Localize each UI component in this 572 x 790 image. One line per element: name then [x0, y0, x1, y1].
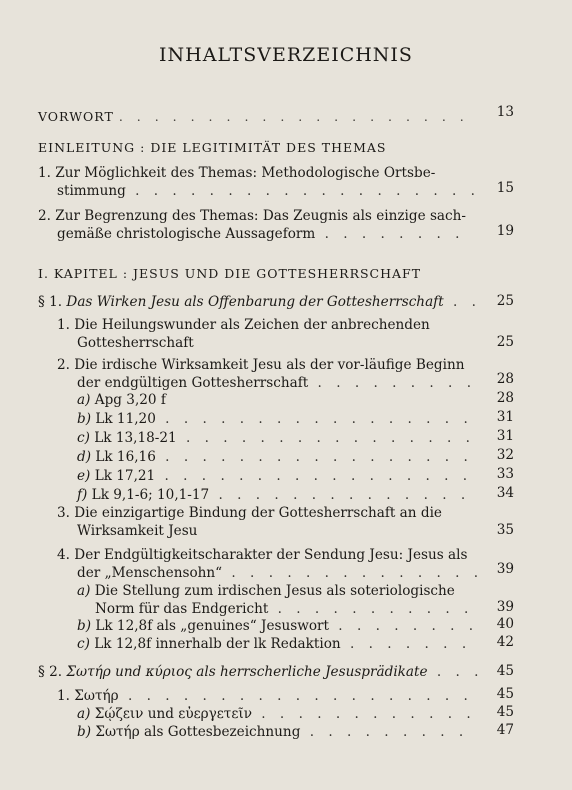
page-number: 31 — [496, 428, 514, 444]
toc-entry-1-4-cont: der „Menschensohn“ . . . . . . . . . . . . . . — [77, 565, 484, 581]
toc-subentry-b: b) Lk 11,20 . . . . . . . . . . . . . . . . . — [77, 411, 473, 427]
page-number: 40 — [496, 616, 514, 632]
page-number: 31 — [496, 409, 514, 425]
toc-subentry-d: d) Lk 16,16 . . . . . . . . . . . . . . . . . — [77, 449, 473, 465]
toc-subentry-2-1b: b) Σωτήρ als Gottesbezeichnung . . . . . . . . . — [77, 724, 469, 740]
toc-entry-1-3: 3. Die einzigartige Bindung der Gottesherrschaft an die — [57, 505, 442, 521]
page-number: 39 — [496, 599, 514, 615]
toc-entry-vorwort: VORWORT . . . . . . . . . . . . . . . . . . . . — [38, 109, 469, 124]
toc-entry-1-1-cont: Gottesherrschaft — [77, 335, 194, 351]
toc-entry-1: 1. Zur Möglichkeit des Themas: Methodologische Ortsbe- — [38, 165, 436, 181]
page-number: 25 — [496, 293, 514, 309]
page-number: 13 — [496, 104, 514, 120]
page-number: 15 — [496, 180, 514, 196]
page-number: 34 — [496, 485, 514, 501]
page-number: 47 — [496, 722, 514, 738]
toc-entry-1-2: 2. Die irdische Wirksamkeit Jesu als der vor-läufige Beginn — [57, 357, 465, 373]
toc-entry-1-2-cont: der endgültigen Gottesherrschaft . . . . . . . . . — [77, 375, 477, 391]
section-heading-einleitung: EINLEITUNG : DIE LEGITIMITÄT DES THEMAS — [38, 140, 387, 155]
page-number: 19 — [496, 223, 514, 239]
toc-section-2: § 2. Σωτήρ und κύριος als herrscherliche Jesusprädikate . . . — [38, 664, 484, 680]
page-number: 45 — [496, 704, 514, 720]
page-number: 39 — [496, 561, 514, 577]
toc-entry-2-1: 1. Σωτήρ . . . . . . . . . . . . . . . . . . . — [57, 688, 473, 704]
toc-entry-2-cont: gemäße christologische Aussageform . . . . . . . . — [57, 226, 465, 242]
toc-subentry-4b: b) Lk 12,8f als „genuines“ Jesuswort . . . . . . . . — [77, 618, 479, 634]
page-number: 28 — [496, 390, 514, 406]
page-number: 28 — [496, 371, 514, 387]
page-number: 45 — [496, 663, 514, 679]
toc-subentry-4a-cont: Norm für das Endgericht . . . . . . . . . . . — [95, 601, 474, 617]
toc-entry-1-1: 1. Die Heilungswunder als Zeichen der anbrechenden — [57, 317, 430, 333]
toc-entry-1-3-cont: Wirksamkeit Jesu — [77, 523, 198, 539]
page-number: 45 — [496, 686, 514, 702]
toc-subentry-a: a) Apg 3,20 f — [77, 392, 166, 408]
page-number: 33 — [496, 466, 514, 482]
toc-subentry-e: e) Lk 17,21 . . . . . . . . . . . . . . . . . — [77, 468, 473, 484]
chapter-heading: I. KAPITEL : JESUS UND DIE GOTTESHERRSCHAFT — [38, 266, 422, 281]
toc-entry-2: 2. Zur Begrenzung des Themas: Das Zeugnis als einzige sach- — [38, 208, 466, 224]
page-title: INHALTSVERZEICHNIS — [159, 44, 413, 66]
page-number: 32 — [496, 447, 514, 463]
page-number: 35 — [496, 522, 514, 538]
toc-subentry-4a: a) Die Stellung zum irdischen Jesus als soteriologische — [77, 583, 455, 599]
toc-section-1: § 1. Das Wirken Jesu als Offenbarung der Gottesherrschaft . . — [38, 294, 481, 310]
page-number: 25 — [496, 334, 514, 350]
toc-entry-1-cont: stimmung . . . . . . . . . . . . . . . . . . . — [57, 183, 480, 199]
toc-entry-1-4: 4. Der Endgültigkeitscharakter der Sendung Jesu: Jesus als — [57, 547, 468, 563]
toc-subentry-c: c) Lk 13,18-21 . . . . . . . . . . . . . . . . — [77, 430, 475, 446]
toc-subentry-4c: c) Lk 12,8f innerhalb der lk Redaktion . . . . . . . — [77, 636, 472, 652]
toc-subentry-2-1a: a) Σῴζειν und εὐεργετεῖν . . . . . . . . . . . . — [77, 706, 476, 722]
toc-subentry-f: f) Lk 9,1-6; 10,1-17 . . . . . . . . . . . . . . — [77, 487, 471, 503]
page-number: 42 — [496, 634, 514, 650]
